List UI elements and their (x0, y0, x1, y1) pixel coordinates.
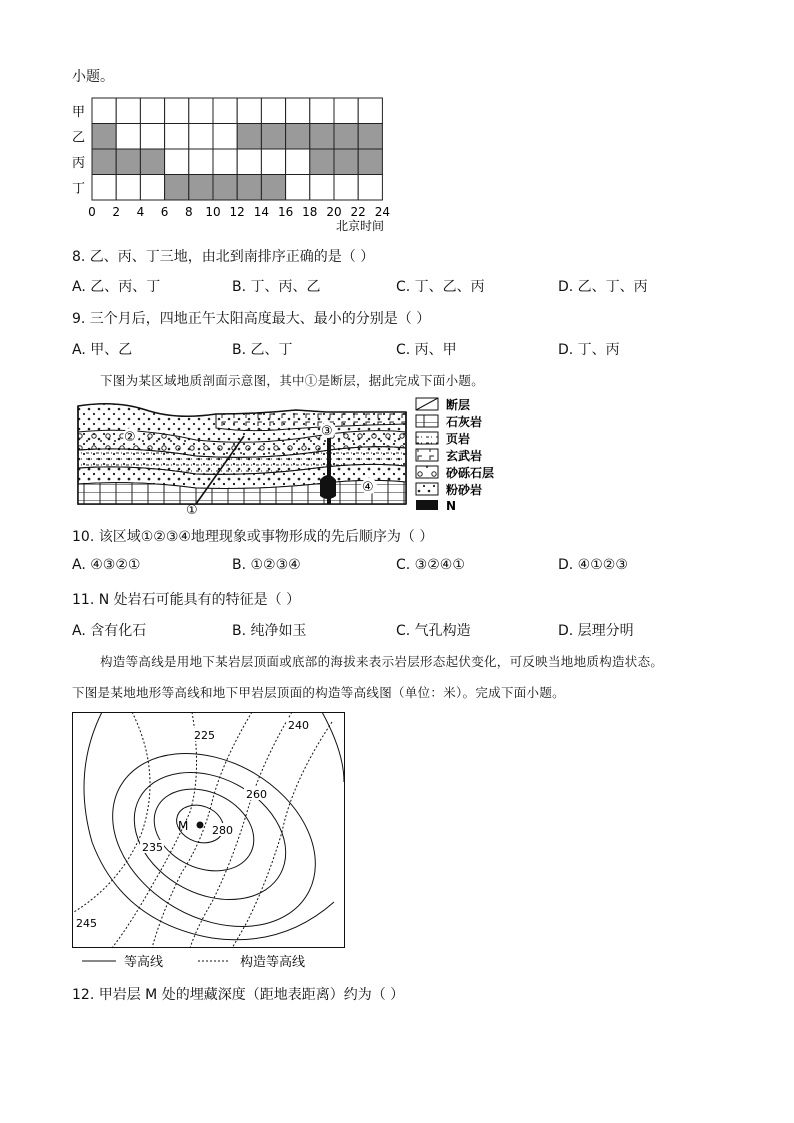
label-2: ② (124, 430, 136, 445)
label-245: 245 (76, 917, 97, 930)
cell-r2-c1 (116, 149, 140, 175)
legend-dotted-label: 构造等高线 (240, 955, 306, 970)
cell-r0-c10 (334, 98, 358, 124)
cell-r1-c10 (334, 124, 358, 150)
q10-option-d[interactable]: D. ④①②③ (558, 557, 628, 573)
q8-option-c[interactable]: C. 丁、乙、丙 (396, 279, 485, 295)
cell-r3-c0 (92, 175, 116, 201)
cell-r0-c8 (286, 98, 310, 124)
q11-option-d[interactable]: D. 层理分明 (558, 623, 634, 639)
label-225: 225 (194, 729, 215, 742)
row-label-1: 乙 (72, 130, 86, 146)
q10-option-b[interactable]: B. ①②③④ (232, 557, 301, 573)
legend-fault: 断层 (446, 398, 471, 412)
cell-r3-c2 (140, 175, 164, 201)
cell-r3-c1 (116, 175, 140, 201)
cell-r3-c7 (261, 175, 285, 201)
q9-option-a[interactable]: A. 甲、乙 (72, 342, 133, 358)
question-9: 9. 三个月后，四地正午太阳高度最大、最小的分别是（ ） (72, 311, 431, 327)
q8-option-b[interactable]: B. 丁、丙、乙 (232, 279, 321, 295)
x-tick-4: 4 (136, 205, 145, 219)
legend-limestone: 石灰岩 (446, 415, 483, 429)
x-tick-10: 10 (205, 205, 221, 219)
cell-r1-c9 (310, 124, 334, 150)
cell-r0-c0 (92, 98, 116, 124)
cell-r3-c6 (237, 175, 261, 201)
cell-r2-c4 (189, 149, 213, 175)
row-label-2: 丙 (72, 155, 86, 171)
x-tick-14: 14 (253, 205, 270, 219)
intro-contour-line1: 构造等高线是用地下某岩层顶面或底部的海拔来表示岩层形态起伏变化，可反映当地地质构造状态。 (100, 654, 664, 669)
cell-r1-c1 (116, 124, 140, 150)
legend-gravel: 砂砾石层 (446, 466, 495, 480)
geology-legend (416, 397, 494, 513)
cell-r3-c3 (165, 175, 189, 201)
cell-r0-c2 (140, 98, 164, 124)
cell-r2-c7 (261, 149, 285, 175)
cell-r3-c10 (334, 175, 358, 201)
q9-option-c[interactable]: C. 丙、甲 (396, 342, 457, 358)
question-12: 12. 甲岩层 M 处的埋藏深度（距地表距离）约为（ ） (72, 987, 405, 1003)
x-tick-2: 2 (112, 205, 121, 219)
cell-r3-c4 (189, 175, 213, 201)
x-tick-24: 24 (374, 205, 391, 219)
legend-shale: 页岩 (446, 432, 471, 446)
label-1: ① (186, 503, 198, 518)
cell-r0-c5 (213, 98, 237, 124)
cell-r3-c11 (358, 175, 382, 201)
cell-r3-c5 (213, 175, 237, 201)
cell-r2-c10 (334, 149, 358, 175)
daylight-chart (62, 94, 402, 236)
cell-r1-c5 (213, 124, 237, 150)
cell-r1-c11 (358, 124, 382, 150)
x-tick-12: 12 (229, 205, 245, 219)
cell-r1-c6 (237, 124, 261, 150)
cell-r0-c1 (116, 98, 140, 124)
top-text: 小题。 (72, 69, 114, 85)
intro-geology: 下图为某区域地质剖面示意图，其中①是断层，据此完成下面小题。 (100, 373, 485, 388)
cell-r2-c2 (140, 149, 164, 175)
question-11: 11. N 处岩石可能具有的特征是（ ） (72, 592, 301, 608)
row-label-0: 甲 (72, 104, 86, 120)
q9-option-b[interactable]: B. 乙、丁 (232, 342, 293, 358)
contour-legend (80, 952, 340, 970)
cell-r1-c0 (92, 124, 116, 150)
label-240: 240 (288, 719, 309, 732)
cell-r1-c3 (165, 124, 189, 150)
legend-n: N (446, 499, 457, 513)
legend-solid-label: 等高线 (124, 955, 164, 970)
label-3: ③ (321, 424, 333, 439)
x-tick-8: 8 (184, 205, 193, 219)
cell-r1-c7 (261, 124, 285, 150)
label-280: 280 (212, 824, 233, 837)
q11-option-b[interactable]: B. 纯净如玉 (232, 623, 307, 639)
cell-r2-c8 (286, 149, 310, 175)
x-tick-6: 6 (160, 205, 169, 219)
q10-option-a[interactable]: A. ④③②① (72, 557, 141, 573)
cell-r0-c3 (165, 98, 189, 124)
cell-r2-c0 (92, 149, 116, 175)
legend-basalt: 玄武岩 (446, 449, 483, 463)
cell-r1-c2 (140, 124, 164, 150)
label-235: 235 (142, 841, 163, 854)
cell-r1-c8 (286, 124, 310, 150)
cell-r0-c4 (189, 98, 213, 124)
cell-r3-c8 (286, 175, 310, 201)
point-m (197, 822, 204, 829)
x-axis-label: 北京时间 (335, 219, 384, 233)
legend-siltstone: 粉砂岩 (446, 483, 483, 497)
label-260: 260 (246, 788, 267, 801)
x-tick-22: 22 (350, 205, 366, 219)
x-tick-20: 20 (326, 205, 342, 219)
x-tick-18: 18 (302, 205, 318, 219)
cell-r2-c6 (237, 149, 261, 175)
question-8: 8. 乙、丙、丁三地，由北到南排序正确的是（ ） (72, 249, 375, 265)
question-10: 10. 该区域①②③④地理现象或事物形成的先后顺序为（ ） (72, 529, 434, 545)
x-tick-0: 0 (88, 205, 96, 219)
contour-map (72, 712, 346, 950)
q10-option-c[interactable]: C. ③②④① (396, 557, 465, 573)
label-4: ④ (362, 480, 374, 495)
x-tick-16: 16 (277, 205, 294, 219)
cell-r1-c4 (189, 124, 213, 150)
row-label-3: 丁 (72, 181, 86, 197)
q8-option-d[interactable]: D. 乙、丁、丙 (558, 279, 648, 295)
cell-r0-c9 (310, 98, 334, 124)
point-m-label: M (178, 819, 189, 833)
q8-option-a[interactable]: A. 乙、丙、丁 (72, 279, 161, 295)
q11-option-c[interactable]: C. 气孔构造 (396, 623, 471, 639)
cell-r0-c6 (237, 98, 261, 124)
intro-contour-line2: 下图是某地地形等高线和地下甲岩层顶面的构造等高线图（单位：米）。完成下面小题。 (72, 685, 565, 700)
cell-r0-c7 (261, 98, 285, 124)
cell-r0-c11 (358, 98, 382, 124)
cell-r3-c9 (310, 175, 334, 201)
cell-r2-c9 (310, 149, 334, 175)
q9-option-d[interactable]: D. 丁、丙 (558, 342, 620, 358)
cell-r2-c5 (213, 149, 237, 175)
q11-option-a[interactable]: A. 含有化石 (72, 623, 147, 639)
geology-cross-section (76, 396, 516, 518)
cell-r2-c11 (358, 149, 382, 175)
cell-r2-c3 (165, 149, 189, 175)
